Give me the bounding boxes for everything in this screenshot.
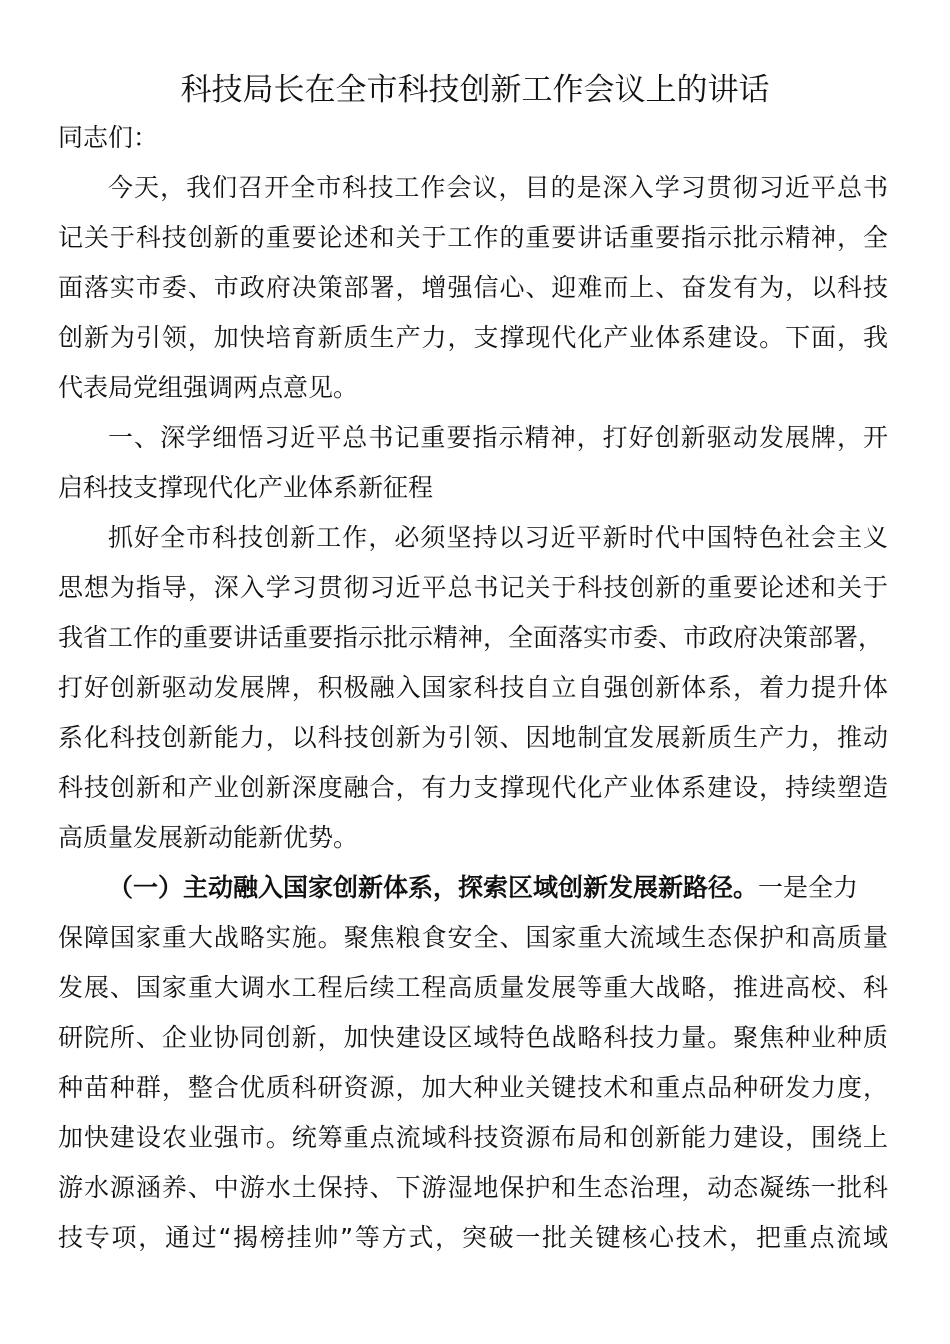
text-line: 系化科技创新能力，以科技创新为引领、因地制宜发展新质生产力，推动 xyxy=(58,723,888,752)
salutation: 同志们： xyxy=(58,123,159,152)
text-line: 代表局党组强调两点意见。 xyxy=(58,373,359,402)
text-line: 研院所、企业协同创新，加快建设区域特色战略科技力量。聚焦种业种质 xyxy=(58,1023,888,1052)
subheading: （一）主动融入国家创新体系，探索区域创新发展新路径。 xyxy=(108,873,759,902)
text-line: 发展、国家重大调水工程后续工程高质量发展等重大战略，推进高校、科 xyxy=(58,973,888,1002)
document-title: 科技局长在全市科技创新工作会议上的讲话 xyxy=(180,72,770,108)
text-line: 游水源涵养、中游水土保持、下游湿地保护和生态治理，动态凝练一批科 xyxy=(58,1173,888,1202)
text-line: 种苗种群，整合优质科研资源，加大种业关键技术和重点品种研发力度， xyxy=(58,1073,888,1102)
section-heading-line: 启科技支撑现代化产业体系新征程 xyxy=(58,473,434,502)
text-line: 加快建设农业强市。统筹重点流域科技资源布局和创新能力建设，围绕上 xyxy=(58,1123,888,1152)
text-line: 创新为引领，加快培育新质生产力，支撑现代化产业体系建设。下面，我 xyxy=(58,323,888,352)
text-run: 一是全力 xyxy=(758,873,859,902)
text-line: 思想为指导，深入学习贯彻习近平总书记关于科技创新的重要论述和关于 xyxy=(58,573,888,602)
text-line: 打好创新驱动发展牌，积极融入国家科技自立自强创新体系，着力提升体 xyxy=(58,673,888,702)
text-line: 抓好全市科技创新工作，必须坚持以习近平新时代中国特色社会主义 xyxy=(108,523,888,552)
section-heading-line: 一、深学细悟习近平总书记重要指示精神，打好创新驱动发展牌，开 xyxy=(108,423,888,452)
text-line: 保障国家重大战略实施。聚焦粮食安全、国家重大流域生态保护和高质量 xyxy=(58,923,888,952)
text-line: 我省工作的重要讲话重要指示批示精神，全面落实市委、市政府决策部署， xyxy=(58,623,884,652)
text-line: 面落实市委、市政府决策部署，增强信心、迎难而上、奋发有为，以科技 xyxy=(58,273,888,302)
text-line: 今天，我们召开全市科技工作会议，目的是深入学习贯彻习近平总书 xyxy=(108,173,888,202)
text-line: 高质量发展新动能新优势。 xyxy=(58,823,359,852)
text-line xyxy=(58,863,888,913)
text-line: 科技创新和产业创新深度融合，有力支撑现代化产业体系建设，持续塑造 xyxy=(58,773,888,802)
text-line: 技专项，通过“揭榜挂帅”等方式，突破一批关键核心技术，把重点流域 xyxy=(58,1223,888,1252)
document-body xyxy=(58,163,888,1263)
text-line: 记关于科技创新的重要论述和关于工作的重要讲话重要指示批示精神，全 xyxy=(58,223,888,252)
